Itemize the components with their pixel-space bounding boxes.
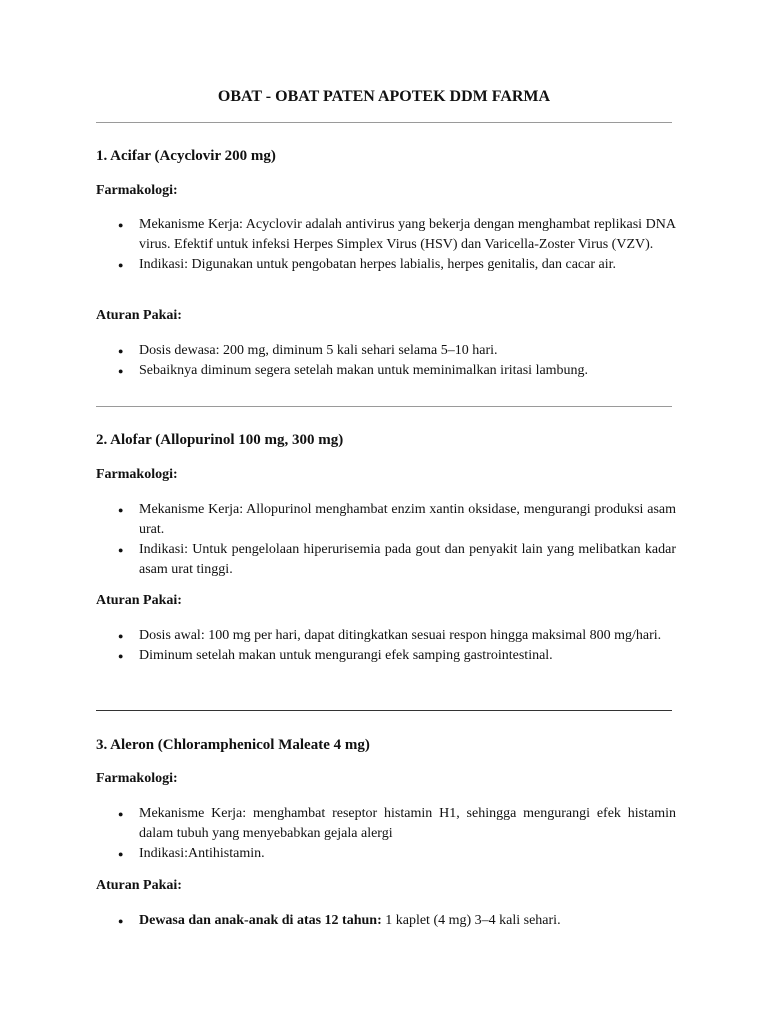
document-title: OBAT - OBAT PATEN APOTEK DDM FARMA [217, 88, 551, 105]
list-item: ● Dosis awal: 100 mg per hari, dapat ditingkatkan sesuai respon hingga maksimal 800 mg/hari. [96, 626, 676, 646]
bullet-icon: ● [118, 631, 124, 641]
pharmacology-list-1 [96, 215, 676, 275]
list-item: ● Dewasa dan anak-anak di atas 12 tahun: 1 kaplet (4 mg) 3–4 kali sehari. [96, 911, 676, 931]
divider [96, 710, 672, 711]
pharmacology-list-3 [96, 804, 676, 864]
drug-heading-1: 1. Acifar (Acyclovir 200 mg) [96, 148, 276, 164]
pharmacology-list-2 [96, 500, 676, 580]
usage-label-3: Aturan Pakai: [96, 878, 182, 893]
list-item: ● Mekanisme Kerja: Allopurinol menghambat enzim xantin oksidase, mengurangi produksi asam urat. [118, 502, 676, 537]
divider [96, 406, 672, 407]
pharmacology-label-3: Farmakologi: [96, 771, 178, 786]
pharmacology-label-2: Farmakologi: [96, 467, 178, 482]
pharmacology-label-1: Farmakologi: [96, 183, 178, 198]
bullet-icon: ● [118, 849, 124, 859]
list-item: ● Diminum setelah makan untuk mengurangi efek samping gastrointestinal. [96, 646, 676, 666]
usage-emphasis: Dewasa dan anak-anak di atas 12 tahun: [139, 913, 382, 928]
usage-list-1 [96, 341, 676, 381]
divider [96, 122, 672, 123]
drug-heading-2: 2. Alofar (Allopurinol 100 mg, 300 mg) [96, 432, 344, 448]
bullet-icon: ● [118, 505, 124, 515]
bullet-icon: ● [118, 366, 124, 376]
bullet-icon: ● [118, 346, 124, 356]
usage-label-1: Aturan Pakai: [96, 308, 182, 323]
list-item: ● Dosis dewasa: 200 mg, diminum 5 kali sehari selama 5–10 hari. [96, 341, 676, 361]
usage-label-2: Aturan Pakai: [96, 593, 182, 608]
list-item: ● Mekanisme Kerja: menghambat reseptor histamin H1, sehingga mengurangi efek histamin dalam tubuh yang menyebabkan gejala alergi [118, 806, 676, 841]
list-item: ● Indikasi: Untuk pengelolaan hiperurisemia pada gout dan penyakit lain yang melibatkan kadar asam urat tinggi. [118, 542, 676, 577]
list-item: ● Indikasi: Digunakan untuk pengobatan herpes labialis, herpes genitalis, dan cacar air. [96, 255, 676, 275]
bullet-icon: ● [118, 220, 124, 230]
drug-heading-3: 3. Aleron (Chloramphenicol Maleate 4 mg) [96, 737, 370, 753]
bullet-icon: ● [118, 651, 124, 661]
bullet-icon: ● [118, 545, 124, 555]
bullet-icon: ● [118, 809, 124, 819]
list-item: ● Sebaiknya diminum segera setelah makan untuk meminimalkan iritasi lambung. [96, 361, 676, 381]
usage-list-2 [96, 626, 676, 666]
bullet-icon: ● [118, 260, 124, 270]
bullet-icon: ● [118, 916, 124, 926]
list-item: ● Indikasi:Antihistamin. [96, 844, 676, 864]
usage-list-3 [96, 911, 676, 931]
list-item: ● Mekanisme Kerja: Acyclovir adalah antivirus yang bekerja dengan menghambat replikasi DNA virus. Efektif untuk infeksi Herpes Simplex Virus (HSV) dan Varicella-Zoster Virus (VZV). [118, 217, 676, 252]
